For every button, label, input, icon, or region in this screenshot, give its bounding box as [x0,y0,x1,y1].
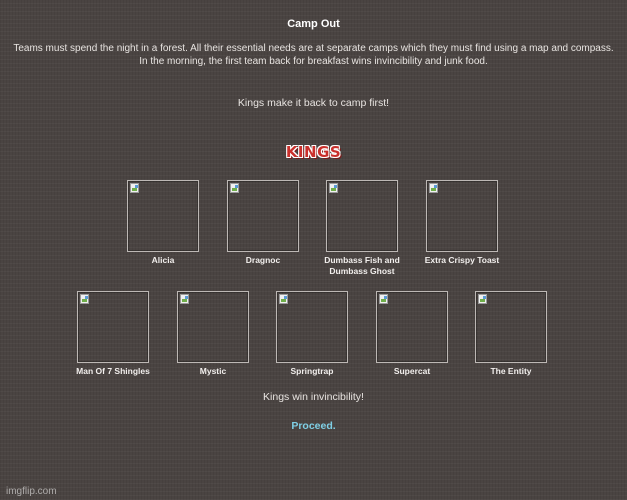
broken-image-icon [429,183,438,193]
invincibility-result: Kings win invincibility! [263,391,364,403]
watermark: imgflip.com [6,486,57,497]
member-name: Dumbass Fish and Dumbass Ghost [324,255,400,276]
broken-image-icon [180,294,189,304]
broken-image-icon [279,294,288,304]
member-avatar [177,291,249,363]
member-avatar [77,291,149,363]
broken-image-icon [478,294,487,304]
member-name: Dragnoc [245,255,281,265]
member-name: Supercat [393,366,431,376]
member-name: Alicia [151,255,175,265]
member-name: Man Of 7 Shingles [76,366,150,376]
broken-image-icon [379,294,388,304]
member-avatar [475,291,547,363]
broken-image-icon [329,183,338,193]
member-avatar [376,291,448,363]
member-name: Springtrap [290,366,334,376]
member-name: The Entity [490,366,532,376]
broken-image-icon [230,183,239,193]
proceed-link[interactable]: Proceed. [291,420,336,432]
broken-image-icon [80,294,89,304]
challenge-result: Kings make it back to camp first! [237,97,390,109]
member-avatar [276,291,348,363]
member-avatar [127,180,199,252]
proceed-container [0,416,627,434]
member-name: Extra Crispy Toast [424,255,500,265]
team-name: KINGS [285,143,342,161]
member-name: Mystic [199,366,227,376]
team-logo [0,143,627,162]
member-avatar [326,180,398,252]
member-avatar [426,180,498,252]
member-avatar [227,180,299,252]
challenge-description: Teams must spend the night in a forest. All their essential needs are at separate camps which they must find using a map and compass. In the morning, the first team back for breakfast wins invincibility and junk food. [13,43,614,67]
broken-image-icon [130,183,139,193]
page-title: Camp Out [287,18,340,30]
